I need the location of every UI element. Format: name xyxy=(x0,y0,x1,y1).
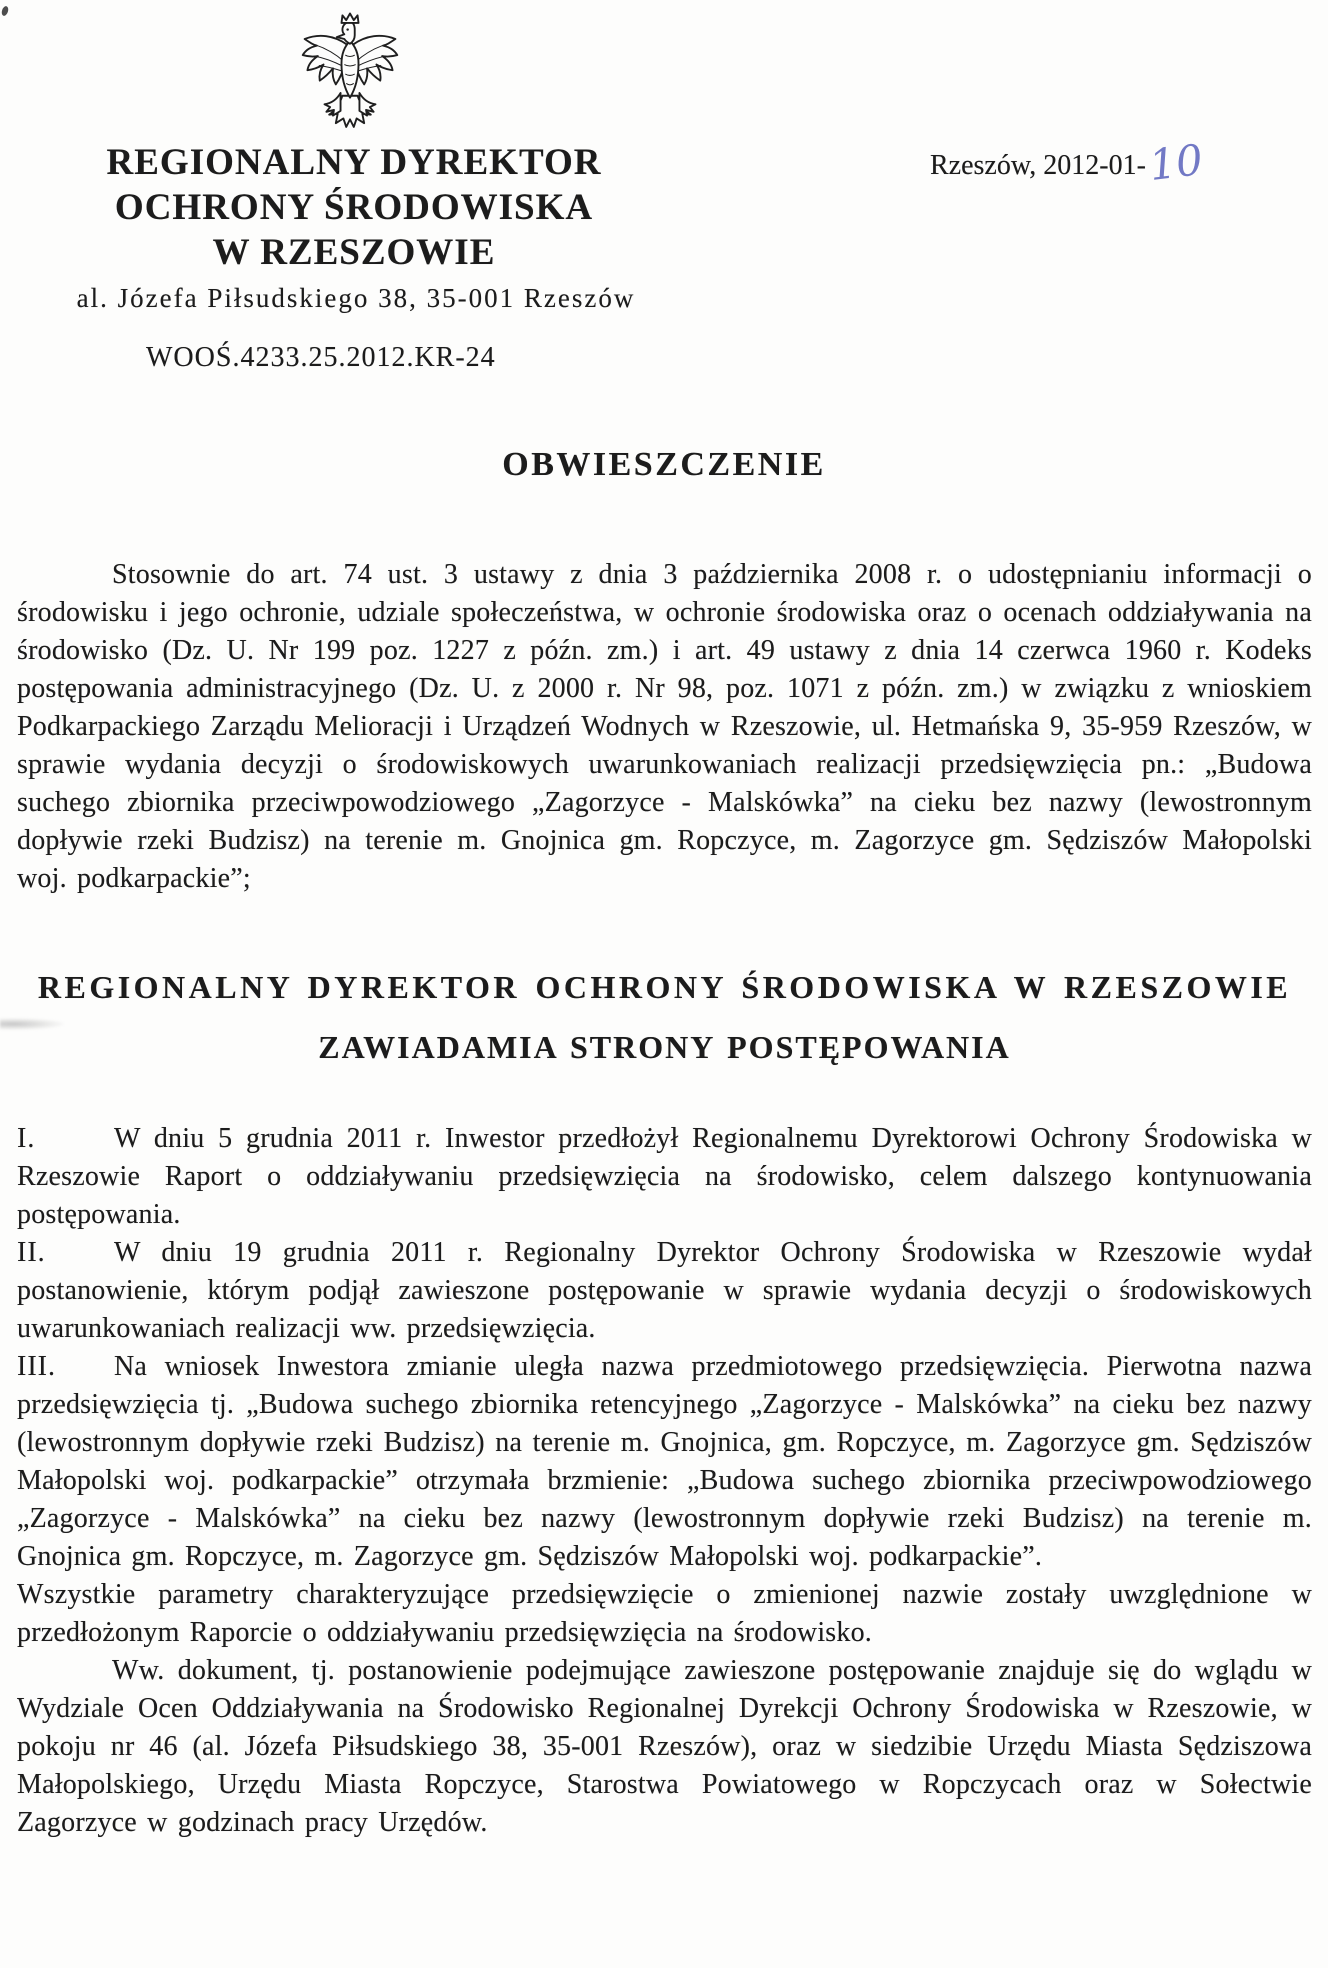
list-item-2-numeral: II. xyxy=(17,1237,46,1268)
org-address: al. Józefa Piłsudskiego 38, 35-001 Rzeszów xyxy=(76,283,636,313)
announcement-heading-line-1: REGIONALNY DYREKTOR OCHRONY ŚRODOWISKA W RZESZOWIE xyxy=(37,969,1292,1005)
list-item-2-text: W dniu 19 grudnia 2011 r. Regionalny Dyrektor Ochrony Środowiska w Rzeszowie wydał postanowienie, którym podjął zawieszone postępowanie w sprawie wydania decyzji o środowiskowych uwarunkowaniach realizacji ww. przedsięwzięcia. xyxy=(17,1237,1312,1344)
date-handwritten: 10 xyxy=(1146,134,1206,191)
scan-speck-artifact xyxy=(1,5,10,16)
list-item-1-text: W dniu 5 grudnia 2011 r. Inwestor przedłożył Regionalnemu Dyrektorowi Ochrony Środowiska w Rzeszowie Raport o oddziaływaniu przedsięwzięcia na środowisko, celem dalszego kontynuowania postępowania. xyxy=(17,1123,1312,1230)
announcement-heading-line-2: ZAWIADAMIA STRONY POSTĘPOWANIA xyxy=(318,1029,1011,1065)
polish-eagle-emblem-icon xyxy=(298,10,402,138)
place-and-date xyxy=(930,134,1206,191)
list-item-3 xyxy=(17,1348,1312,1576)
org-name-line-2: OCHRONY ŚRODOWISKA xyxy=(114,187,594,228)
document-title: OBWIESZCZENIE xyxy=(502,446,826,483)
org-name-line-1: REGIONALNY DYREKTOR xyxy=(106,142,602,183)
list-item-2 xyxy=(17,1234,1312,1348)
org-name-line-3: W RZESZOWIE xyxy=(212,232,496,273)
list-item-1-numeral: I. xyxy=(17,1123,36,1154)
reference-number: WOOŚ.4233.25.2012.KR-24 xyxy=(146,342,496,373)
date-printed: Rzeszów, 2012-01- xyxy=(930,150,1146,181)
announcement-heading xyxy=(17,968,1312,1066)
list-item-3-numeral: III. xyxy=(17,1351,56,1382)
closing-paragraph-2: Ww. dokument, tj. postanowienie podejmujące zawieszone postępowanie znajduje się do wglądu w Wydziale Ocen Oddziaływania na Środowisko Regionalnej Dyrekcji Ochrony Środowiska w Rzeszowie, w pokoju nr 46 (al. Józefa Piłsudskiego 38, 35-001 Rzeszów), oraz w siedzibie Urzędu Miasta Sędziszowa Małopolskiego, Urzędu Miasta Ropczyce, Starostwa Powiatowego w Ropczycach oraz w Sołectwie Zagorzyce w godzinach pracy Urzędów. xyxy=(17,1655,1312,1838)
intro-paragraph: Stosownie do art. 74 ust. 3 ustawy z dnia 3 października 2008 r. o udostępnianiu informacji o środowisku i jego ochronie, udziale społeczeństwa, w ochronie środowiska oraz o ocenach oddziaływania na środowisko (Dz. U. Nr 199 poz. 1227 z późn. zm.) i art. 49 ustawy z dnia 14 czerwca 1960 r. Kodeks postępowania administracyjnego (Dz. U. z 2000 r. Nr 98, poz. 1071 z późn. zm.) w związku z wnioskiem Podkarpackiego Zarządu Melioracji i Urządzeń Wodnych w Rzeszowie, ul. Hetmańska 9, 35-959 Rzeszów, w sprawie wydania decyzji o środowiskowych uwarunkowaniach realizacji przedsięwzięcia pn.: „Budowa suchego zbiornika przeciwpowodziowego „Zagorzyce - Malskówka” na cieku bez nazwy (lewostronnym dopływie rzeki Budzisz) na terenie m. Gnojnica gm. Ropczyce, m. Zagorzyce gm. Sędziszów Małopolski woj. podkarpackie”; xyxy=(17,559,1312,894)
list-item-1 xyxy=(17,1120,1312,1234)
org-name-block xyxy=(38,140,670,275)
closing-paragraph-1: Wszystkie parametry charakteryzujące przedsięwzięcie o zmienionej nazwie zostały uwzględnione w przedłożonym Raporcie o oddziaływaniu przedsięwzięcia na środowisko. xyxy=(17,1579,1312,1648)
list-item-3-text: Na wniosek Inwestora zmianie uległa nazwa przedmiotowego przedsięwzięcia. Pierwotna nazwa przedsięwzięcia tj. „Budowa suchego zbiornika retencyjnego „Zagorzyce - Malskówka” na cieku bez nazwy (lewostronnym dopływie rzeki Budzisz) na terenie m. Gnojnica, gm. Ropczyce, m. Zagorzyce gm. Sędziszów Małopolski woj. podkarpackie” otrzymała brzmienie: „Budowa suchego zbiornika przeciwpowodziowego „Zagorzyce - Malskówka” na cieku bez nazwy (lewostronnym dopływie rzeki Budzisz) na terenie m. Gnojnica gm. Ropczyce, m. Zagorzyce gm. Sędziszów Małopolski woj. podkarpackie”. xyxy=(17,1351,1312,1572)
document-body xyxy=(17,556,1312,1842)
